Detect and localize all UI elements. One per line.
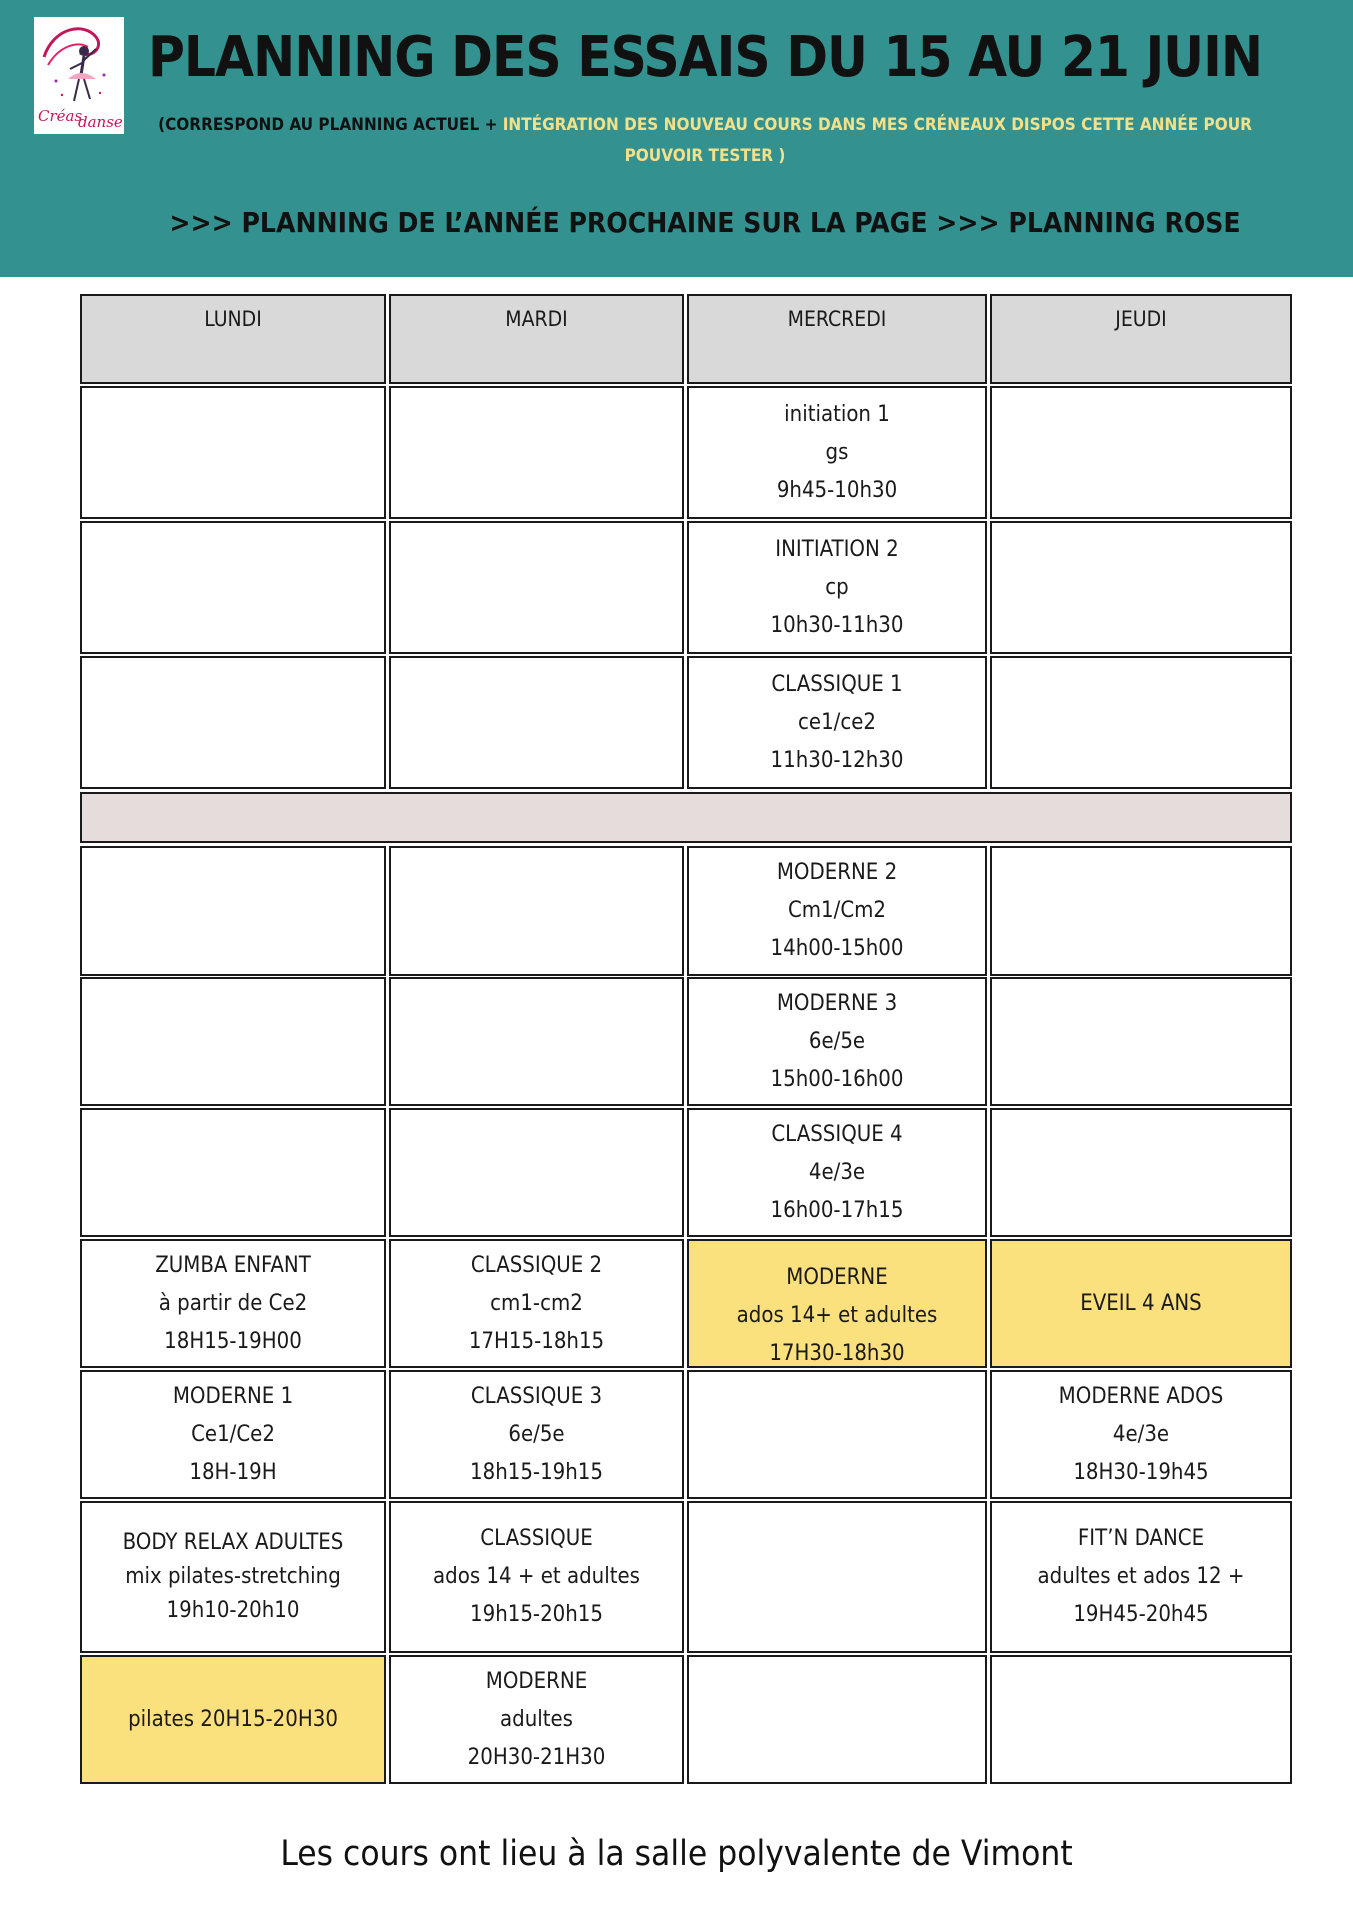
class-time: 19h15-20h15 bbox=[470, 1602, 603, 1627]
class-time: 18H30-19h45 bbox=[1073, 1459, 1209, 1485]
class-time: 11h30-12h30 bbox=[770, 747, 904, 773]
empty-slot-mardi bbox=[389, 1108, 684, 1237]
class-name: pilates 20H15-20H30 bbox=[128, 1706, 338, 1732]
day-header-jeudi bbox=[990, 294, 1292, 384]
class-time: 18h15-19h15 bbox=[470, 1459, 603, 1485]
class-slot-mercredi bbox=[687, 846, 987, 976]
class-time: 19h10-20h10 bbox=[166, 1598, 300, 1623]
empty-slot-lundi bbox=[80, 656, 386, 789]
class-slot-mercredi bbox=[687, 386, 987, 519]
empty-slot-mercredi bbox=[687, 1501, 987, 1653]
empty-slot-mardi bbox=[389, 521, 684, 654]
day-label: MERCREDI bbox=[787, 307, 887, 331]
class-level: 4e/3e bbox=[808, 1159, 866, 1185]
day-header-mardi bbox=[389, 294, 684, 384]
empty-slot-lundi bbox=[80, 977, 386, 1106]
class-slot-mardi bbox=[389, 1370, 684, 1499]
empty-slot-jeudi bbox=[990, 386, 1292, 519]
class-slot-lundi bbox=[80, 1501, 386, 1653]
class-level: gs bbox=[825, 439, 849, 465]
empty-slot-jeudi bbox=[990, 1108, 1292, 1237]
next-year-planning-note: >>> PLANNING DE L’ANNÉE PROCHAINE SUR LA PAGE >>> PLANNING ROSE bbox=[169, 206, 1241, 239]
class-slot-lundi bbox=[80, 1655, 386, 1784]
class-name: MODERNE bbox=[485, 1668, 588, 1694]
class-level: Cm1/Cm2 bbox=[787, 898, 887, 923]
class-slot-jeudi bbox=[990, 1370, 1292, 1499]
class-name: MODERNE 1 bbox=[172, 1383, 294, 1409]
svg-text:danse: danse bbox=[78, 113, 123, 131]
class-time: 14h00-15h00 bbox=[770, 936, 904, 961]
empty-slot-lundi bbox=[80, 521, 386, 654]
class-name: initiation 1 bbox=[784, 401, 890, 427]
class-time: 9h45-10h30 bbox=[776, 477, 898, 503]
empty-slot-lundi bbox=[80, 386, 386, 519]
class-slot-mardi bbox=[389, 1239, 684, 1368]
page-title: PLANNING DES ESSAIS DU 15 AU 21 JUIN bbox=[148, 25, 1262, 90]
day-label: LUNDI bbox=[204, 307, 262, 331]
class-level: adultes bbox=[500, 1706, 573, 1732]
empty-slot-lundi bbox=[80, 846, 386, 976]
class-level: ados 14 + et adultes bbox=[433, 1564, 640, 1589]
class-time: 20H30-21H30 bbox=[467, 1744, 606, 1770]
empty-slot-mardi bbox=[389, 846, 684, 976]
empty-slot-jeudi bbox=[990, 1655, 1292, 1784]
empty-slot-jeudi bbox=[990, 846, 1292, 976]
class-time: 17H30-18h30 bbox=[769, 1341, 905, 1366]
class-level: ados 14+ et adultes bbox=[736, 1303, 938, 1328]
class-slot-mercredi bbox=[687, 656, 987, 789]
empty-slot-mardi bbox=[389, 386, 684, 519]
class-name: MODERNE ADOS bbox=[1058, 1383, 1224, 1409]
day-header-mercredi bbox=[687, 294, 987, 384]
class-slot-mercredi bbox=[687, 1239, 987, 1368]
empty-slot-jeudi bbox=[990, 977, 1292, 1106]
day-header-lundi bbox=[80, 294, 386, 384]
class-name: EVEIL 4 ANS bbox=[1080, 1290, 1202, 1316]
class-name: CLASSIQUE bbox=[480, 1526, 593, 1551]
class-slot-mercredi bbox=[687, 977, 987, 1106]
class-name: CLASSIQUE 1 bbox=[771, 671, 903, 697]
empty-slot-jeudi bbox=[990, 521, 1292, 654]
empty-slot-mercredi bbox=[687, 1370, 987, 1499]
svg-text:Créas: Créas bbox=[38, 107, 83, 125]
class-slot-mercredi bbox=[687, 1108, 987, 1237]
class-name: FIT’N DANCE bbox=[1077, 1526, 1205, 1551]
class-level: adultes et ados 12 + bbox=[1037, 1564, 1245, 1589]
class-slot-mardi bbox=[389, 1655, 684, 1784]
class-name: CLASSIQUE 4 bbox=[771, 1121, 903, 1147]
class-time: 17H15-18h15 bbox=[468, 1328, 605, 1354]
class-slot-jeudi bbox=[990, 1239, 1292, 1368]
class-slot-mardi bbox=[389, 1501, 684, 1653]
class-level: 6e/5e bbox=[508, 1421, 565, 1447]
class-time: 18H15-19H00 bbox=[164, 1328, 302, 1354]
class-time: 19H45-20h45 bbox=[1073, 1602, 1209, 1627]
creasdanse-logo bbox=[34, 17, 124, 134]
class-name: CLASSIQUE 2 bbox=[470, 1252, 603, 1278]
class-level: Ce1/Ce2 bbox=[191, 1421, 275, 1447]
class-name: MODERNE 3 bbox=[776, 990, 898, 1016]
class-level: à partir de Ce2 bbox=[158, 1290, 308, 1316]
class-name: CLASSIQUE 3 bbox=[470, 1383, 603, 1409]
class-slot-jeudi bbox=[990, 1501, 1292, 1653]
class-name: ZUMBA ENFANT bbox=[155, 1252, 311, 1278]
class-time: 16h00-17h15 bbox=[770, 1197, 904, 1223]
empty-slot-mercredi bbox=[687, 1655, 987, 1784]
class-name: INITIATION 2 bbox=[775, 536, 899, 562]
class-level: 6e/5e bbox=[808, 1028, 866, 1054]
class-slot-lundi bbox=[80, 1239, 386, 1368]
class-slot-lundi bbox=[80, 1370, 386, 1499]
day-label: JEUDI bbox=[1115, 307, 1167, 331]
venue-note: Les cours ont lieu à la salle polyvalente de Vimont bbox=[280, 1834, 1073, 1874]
class-name: MODERNE 2 bbox=[776, 860, 898, 885]
empty-slot-mardi bbox=[389, 656, 684, 789]
class-level: 4e/3e bbox=[1112, 1421, 1170, 1447]
subtitle-new-courses-note: INTÉGRATION DES NOUVEAU COURS DANS MES CRÉNEAUX DISPOS CETTE ANNÉE POUR POUVOIR TESTER ) bbox=[502, 115, 1252, 166]
empty-slot-lundi bbox=[80, 1108, 386, 1237]
class-slot-mercredi bbox=[687, 521, 987, 654]
class-time: 15h00-16h00 bbox=[770, 1066, 904, 1092]
empty-slot-jeudi bbox=[990, 656, 1292, 789]
header-banner bbox=[0, 0, 1353, 277]
subtitle-current-planning: (CORRESPOND AU PLANNING ACTUEL + bbox=[158, 115, 503, 135]
class-time: 18H-19H bbox=[189, 1459, 277, 1485]
class-level: cp bbox=[825, 574, 849, 600]
class-level: cm1-cm2 bbox=[490, 1290, 583, 1316]
day-label: MARDI bbox=[505, 307, 568, 331]
class-name: BODY RELAX ADULTES bbox=[122, 1530, 344, 1555]
class-name: MODERNE bbox=[786, 1265, 888, 1290]
page-subtitle bbox=[150, 110, 1260, 172]
class-level: ce1/ce2 bbox=[798, 709, 876, 735]
empty-slot-mardi bbox=[389, 977, 684, 1106]
class-level: mix pilates-stretching bbox=[125, 1564, 341, 1589]
class-time: 10h30-11h30 bbox=[770, 612, 904, 638]
midday-break-row bbox=[80, 792, 1292, 843]
